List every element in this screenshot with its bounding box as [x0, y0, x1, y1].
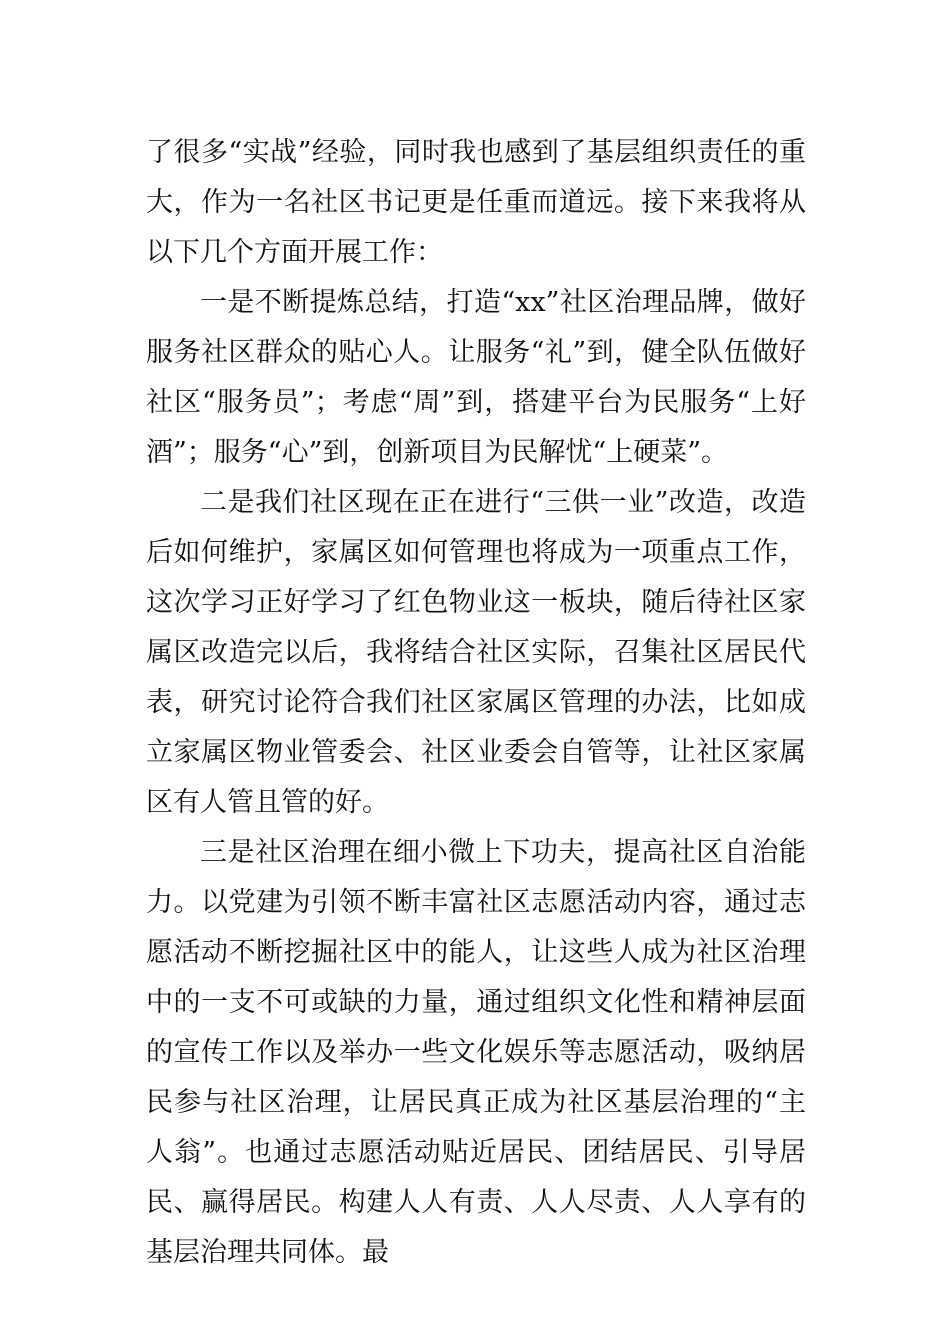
paragraph-continuation: 了很多“实战”经验，同时我也感到了基层组织责任的重大，作为一名社区书记更是任重而道远。接下来我将从以下几个方面开展工作：	[146, 137, 806, 268]
paragraph-point-two: 二是我们社区现在正在进行“三供一业”改造，改造后如何维护，家属区如何管理也将成为一项重点工作，这次学习正好学习了红色物业这一板块，随后待社区家属区改造完以后，我将结合社区实际，召集社区居民代表，研究讨论符合我们社区家属区管理的办法，比如成立家属区物业管委会、社区业委会自管等，让社区家属区有人管且管的好。	[146, 487, 806, 818]
document-body	[146, 128, 806, 1278]
paragraph-point-three: 三是社区治理在细小微上下功夫，提高社区自治能力。以党建为引领不断丰富社区志愿活动内容，通过志愿活动不断挖掘社区中的能人，让这些人成为社区治理中的一支不可或缺的力量，通过组织文化性和精神层面的宣传工作以及举办一些文化娱乐等志愿活动，吸纳居民参与社区治理，让居民真正成为社区基层治理的“主人翁”。也通过志愿活动贴近居民、团结居民、引导居民、赢得居民。构建人人有责、人人尽责、人人享有的基层治理共同体。最	[146, 837, 806, 1268]
paragraph-point-one: 一是不断提炼总结，打造“xx”社区治理品牌，做好服务社区群众的贴心人。让服务“礼”到，健全队伍做好社区“服务员”；考虑“周”到，搭建平台为民服务“上好酒”；服务“心”到，创新项目为民解忧“上硬菜”。	[146, 287, 806, 468]
